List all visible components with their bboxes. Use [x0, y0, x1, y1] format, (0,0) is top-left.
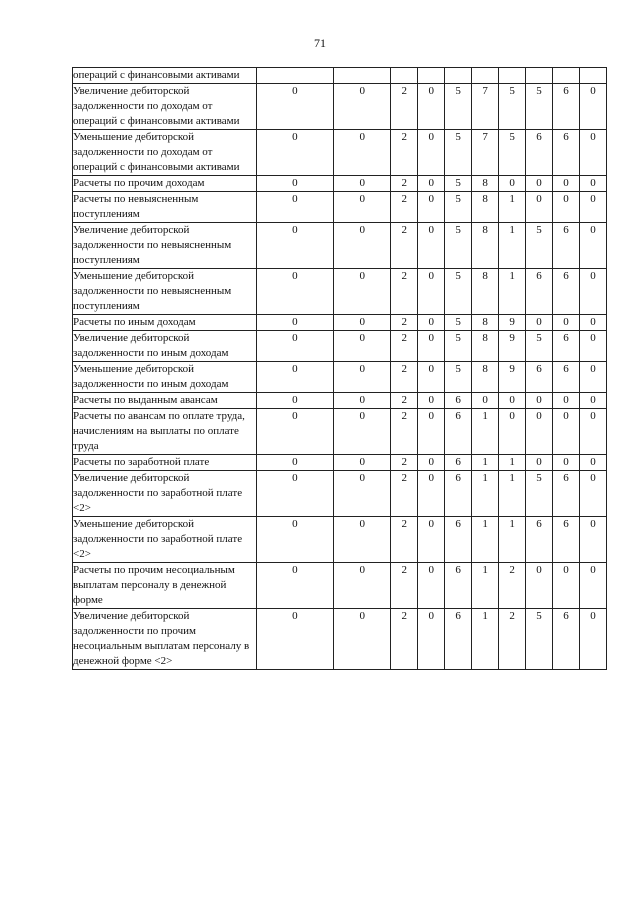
row-label: Расчеты по выданным авансам: [73, 393, 257, 409]
code-digit: 5: [445, 315, 472, 331]
code-digit: 0: [256, 563, 334, 609]
code-digit: 0: [256, 609, 334, 670]
code-digit: 9: [499, 315, 526, 331]
code-digit: [256, 68, 334, 84]
code-digit: 2: [391, 84, 418, 130]
code-digit: 2: [499, 563, 526, 609]
code-digit: [526, 68, 553, 84]
code-digit: 0: [499, 393, 526, 409]
code-digit: 0: [334, 563, 391, 609]
code-digit: 0: [526, 455, 553, 471]
code-digit: 2: [391, 471, 418, 517]
table-row: [73, 192, 607, 223]
row-label: Расчеты по невыясненным поступлениям: [73, 192, 257, 223]
code-digit: 0: [579, 84, 606, 130]
code-digit: 0: [579, 409, 606, 455]
code-digit: 5: [445, 192, 472, 223]
code-digit: [391, 68, 418, 84]
code-digit: 0: [418, 517, 445, 563]
code-digit: 0: [418, 471, 445, 517]
code-digit: 5: [445, 223, 472, 269]
code-digit: 0: [334, 455, 391, 471]
code-digit: 0: [256, 455, 334, 471]
code-digit: 8: [472, 315, 499, 331]
code-digit: 0: [418, 331, 445, 362]
code-digit: 1: [472, 563, 499, 609]
code-digit: 0: [579, 517, 606, 563]
code-digit: 5: [526, 609, 553, 670]
table-row: [73, 176, 607, 192]
code-digit: 5: [445, 84, 472, 130]
row-label: Расчеты по иным доходам: [73, 315, 257, 331]
code-digit: 7: [472, 84, 499, 130]
code-digit: 2: [391, 362, 418, 393]
code-digit: 6: [445, 393, 472, 409]
code-digit: 0: [418, 362, 445, 393]
code-digit: 5: [526, 84, 553, 130]
code-digit: 6: [445, 409, 472, 455]
code-digit: 5: [445, 176, 472, 192]
row-label: Уменьшение дебиторской задолженности по иным доходам: [73, 362, 257, 393]
code-digit: 0: [579, 130, 606, 176]
code-digit: 0: [418, 223, 445, 269]
table-row: [73, 130, 607, 176]
code-digit: 7: [472, 130, 499, 176]
code-digit: 0: [526, 393, 553, 409]
row-label: Увеличение дебиторской задолженности по доходам от операций с финансовыми активами: [73, 84, 257, 130]
code-digit: 6: [526, 517, 553, 563]
code-digit: 0: [579, 563, 606, 609]
code-digit: 0: [579, 192, 606, 223]
code-digit: 5: [445, 269, 472, 315]
row-label: Расчеты по прочим несоциальным выплатам персоналу в денежной форме: [73, 563, 257, 609]
code-digit: 0: [418, 609, 445, 670]
code-digit: 0: [256, 84, 334, 130]
code-digit: 8: [472, 269, 499, 315]
code-digit: 0: [334, 362, 391, 393]
table-row: [73, 315, 607, 331]
row-label: Увеличение дебиторской задолженности по невыясненным поступлениям: [73, 223, 257, 269]
row-label: Уменьшение дебиторской задолженности по заработной плате <2>: [73, 517, 257, 563]
code-digit: 6: [526, 362, 553, 393]
code-digit: 0: [526, 192, 553, 223]
code-digit: 8: [472, 176, 499, 192]
code-digit: 6: [526, 269, 553, 315]
code-digit: 1: [472, 471, 499, 517]
code-digit: 2: [391, 315, 418, 331]
code-digit: 1: [472, 455, 499, 471]
code-digit: 6: [445, 563, 472, 609]
row-label: Уменьшение дебиторской задолженности по доходам от операций с финансовыми активами: [73, 130, 257, 176]
code-digit: 0: [526, 176, 553, 192]
code-digit: 0: [553, 315, 580, 331]
code-digit: 0: [553, 563, 580, 609]
code-digit: 2: [499, 609, 526, 670]
code-digit: [553, 68, 580, 84]
code-digit: [499, 68, 526, 84]
code-digit: 5: [526, 223, 553, 269]
code-digit: 0: [256, 315, 334, 331]
code-digit: 2: [391, 609, 418, 670]
table-row: [73, 393, 607, 409]
code-digit: 0: [418, 409, 445, 455]
code-digit: 6: [553, 223, 580, 269]
code-digit: 6: [526, 130, 553, 176]
code-digit: 0: [499, 176, 526, 192]
code-digit: 0: [256, 362, 334, 393]
code-digit: 0: [579, 331, 606, 362]
table-row: [73, 362, 607, 393]
code-digit: 1: [499, 269, 526, 315]
code-digit: 2: [391, 455, 418, 471]
code-digit: 0: [334, 223, 391, 269]
code-digit: 1: [472, 517, 499, 563]
code-digit: 0: [418, 269, 445, 315]
row-label: операций с финансовыми активами: [73, 68, 257, 84]
code-digit: 9: [499, 362, 526, 393]
code-digit: 0: [334, 609, 391, 670]
code-digit: 0: [334, 192, 391, 223]
code-digit: 0: [334, 471, 391, 517]
row-label: Расчеты по заработной плате: [73, 455, 257, 471]
code-digit: [334, 68, 391, 84]
code-digit: 1: [499, 517, 526, 563]
code-digit: 9: [499, 331, 526, 362]
row-label: Уменьшение дебиторской задолженности по невыясненным поступлениям: [73, 269, 257, 315]
table-row: [73, 331, 607, 362]
code-digit: 0: [553, 192, 580, 223]
code-digit: 0: [553, 409, 580, 455]
code-digit: 2: [391, 563, 418, 609]
code-digit: 8: [472, 331, 499, 362]
code-digit: 0: [256, 517, 334, 563]
code-digit: 2: [391, 130, 418, 176]
code-digit: 0: [526, 563, 553, 609]
code-digit: 0: [418, 84, 445, 130]
code-digit: 0: [256, 331, 334, 362]
code-digit: 1: [472, 409, 499, 455]
code-digit: 0: [499, 409, 526, 455]
code-digit: 0: [579, 609, 606, 670]
code-digit: 5: [526, 331, 553, 362]
code-digit: 0: [579, 362, 606, 393]
code-digit: 0: [579, 223, 606, 269]
code-digit: [445, 68, 472, 84]
code-digit: 6: [553, 331, 580, 362]
code-digit: 0: [334, 393, 391, 409]
code-digit: 0: [418, 393, 445, 409]
code-digit: 0: [334, 331, 391, 362]
table-row: [73, 471, 607, 517]
table-body: [73, 68, 607, 670]
code-digit: 6: [553, 609, 580, 670]
code-digit: 5: [445, 362, 472, 393]
code-digit: 6: [553, 517, 580, 563]
code-digit: 0: [256, 223, 334, 269]
code-digit: 0: [526, 315, 553, 331]
row-label: Расчеты по прочим доходам: [73, 176, 257, 192]
table-row: [73, 68, 607, 84]
table-row: [73, 455, 607, 471]
code-digit: 0: [418, 192, 445, 223]
code-digit: 0: [526, 409, 553, 455]
row-label: Увеличение дебиторской задолженности по иным доходам: [73, 331, 257, 362]
table-row: [73, 269, 607, 315]
code-digit: 6: [553, 84, 580, 130]
code-digit: 5: [445, 130, 472, 176]
code-digit: 0: [553, 455, 580, 471]
code-digit: 0: [418, 130, 445, 176]
code-digit: 6: [445, 471, 472, 517]
code-digit: 0: [579, 269, 606, 315]
code-digit: 1: [499, 223, 526, 269]
code-digit: 0: [256, 409, 334, 455]
code-digit: 0: [472, 393, 499, 409]
code-digit: 0: [579, 315, 606, 331]
code-digit: 0: [256, 192, 334, 223]
code-digit: 0: [334, 269, 391, 315]
row-label: Увеличение дебиторской задолженности по прочим несоциальным выплатам персоналу в денежной форме <2>: [73, 609, 257, 670]
code-digit: 6: [445, 609, 472, 670]
code-digit: 0: [256, 471, 334, 517]
code-digit: 0: [579, 393, 606, 409]
code-digit: 0: [256, 393, 334, 409]
code-digit: 6: [445, 455, 472, 471]
code-digit: 5: [499, 130, 526, 176]
code-digit: 0: [256, 269, 334, 315]
code-digit: 0: [418, 176, 445, 192]
row-label: Расчеты по авансам по оплате труда, начислениям на выплаты по оплате труда: [73, 409, 257, 455]
code-digit: 8: [472, 362, 499, 393]
code-digit: 5: [445, 331, 472, 362]
code-digit: 0: [579, 455, 606, 471]
code-digit: 6: [553, 362, 580, 393]
code-digit: 8: [472, 223, 499, 269]
table-row: [73, 84, 607, 130]
code-digit: 0: [256, 130, 334, 176]
code-digit: 6: [553, 130, 580, 176]
code-digit: 0: [334, 130, 391, 176]
code-digit: 0: [418, 455, 445, 471]
code-digit: [579, 68, 606, 84]
code-digit: 0: [334, 517, 391, 563]
code-digit: 2: [391, 393, 418, 409]
code-digit: 0: [334, 176, 391, 192]
code-digit: 2: [391, 517, 418, 563]
code-digit: 0: [334, 409, 391, 455]
code-digit: 2: [391, 192, 418, 223]
code-digit: 2: [391, 331, 418, 362]
table-row: [73, 609, 607, 670]
table-row: [73, 223, 607, 269]
page-number: 71: [314, 36, 326, 50]
code-digit: 1: [499, 455, 526, 471]
code-digit: 0: [334, 315, 391, 331]
code-digit: 6: [553, 471, 580, 517]
table-row: [73, 563, 607, 609]
code-digit: 8: [472, 192, 499, 223]
code-digit: 0: [418, 315, 445, 331]
table-row: [73, 409, 607, 455]
code-digit: 0: [256, 176, 334, 192]
code-digit: 6: [445, 517, 472, 563]
code-digit: [472, 68, 499, 84]
code-digit: [418, 68, 445, 84]
row-label: Увеличение дебиторской задолженности по заработной плате <2>: [73, 471, 257, 517]
code-digit: 0: [553, 393, 580, 409]
code-digit: 0: [334, 84, 391, 130]
code-digit: 2: [391, 176, 418, 192]
code-digit: 5: [526, 471, 553, 517]
code-digit: 1: [472, 609, 499, 670]
code-digit: 0: [579, 471, 606, 517]
table-row: [73, 517, 607, 563]
code-digit: 2: [391, 269, 418, 315]
code-digit: 0: [418, 563, 445, 609]
code-digit: 0: [579, 176, 606, 192]
code-digit: 1: [499, 192, 526, 223]
code-digit: 0: [553, 176, 580, 192]
code-digit: 2: [391, 409, 418, 455]
code-digit: 2: [391, 223, 418, 269]
account-codes-table: [72, 67, 607, 670]
code-digit: 6: [553, 269, 580, 315]
code-digit: 1: [499, 471, 526, 517]
code-digit: 5: [499, 84, 526, 130]
